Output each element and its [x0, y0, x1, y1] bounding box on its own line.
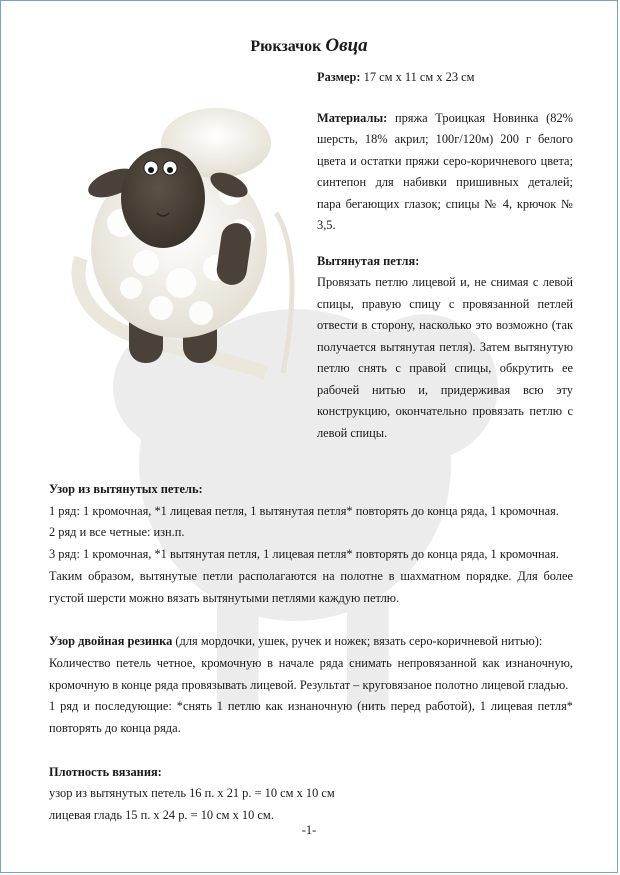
pattern-heading: Узор из вытянутых петель: [49, 482, 203, 496]
sheep-backpack-photo [51, 73, 306, 413]
rib-rows: 1 ряд и последующие: *снять 1 петлю как изнаночную (нить перед работой), 1 лицевая петля* повторять до конца ряда. [49, 699, 573, 736]
rib-heading: Узор двойная резинка [49, 634, 173, 649]
page-title [1, 35, 617, 57]
pattern-line-2: 2 ряд и все четные: изн.п. [49, 525, 185, 540]
loop-heading: Вытянутая петля: [317, 253, 420, 268]
size-value: 17 см х 11 см х 23 см [363, 70, 475, 84]
size-label: Размер: [317, 70, 361, 84]
size-paragraph [317, 67, 573, 89]
right-column [317, 67, 573, 444]
rib-text: Количество петель четное, кромочную в начале ряда снимать непровязанной как изнаночную, кромочную в конце ряда провязывать лицевой. Результат – круговязаное полотно лицевой гладью. [49, 655, 573, 692]
rib-heading-line [49, 631, 573, 653]
density-line-1: узор из вытянутых петель 16 п. х 21 р. = 10 см х 10 см [49, 786, 335, 801]
pattern-line-3: 3 ряд: 1 кромочная, *1 вытянутая петля, 1 лицевая петля* повторять до конца ряда, 1 кромочная. [49, 547, 559, 562]
title-name: Овца [325, 35, 368, 56]
page-number: -1- [301, 823, 317, 837]
title-prefix: Рюкзачок [250, 38, 322, 55]
main-body [49, 479, 573, 827]
loop-text: Провязать петлю лицевой и, не снимая с левой спицы, правую спицу с провязанной петлей отвести в сторону, насколько это возможно (так получается вытянутая петля). Затем вытянутую петлю снять с правой спицы, обкрутить ее рабочей нитью и, придерживая всю эту конструкцию, окончательно провязать петлю с левой спицы. [317, 275, 573, 440]
pattern-note: Таким образом, вытянутые петли располагаются на полотне в шахматном порядке. Для более густой шерсти можно вязать вытянутыми петлями каждую петлю. [49, 568, 573, 605]
density-line-2: лицевая гладь 15 п. х 24 р. = 10 см х 10 см. [49, 808, 274, 823]
materials-paragraph [317, 108, 573, 237]
density-heading: Плотность вязания: [49, 764, 162, 779]
materials-text: пряжа Троицкая Новинка (82% шерсть, 18% акрил; 100г/120м) 200 г белого цвета и остатки пряжи серо-коричневого цвета; синтепон для набивки пришивных деталей; пара бегающих глазок; спицы № 4, крючок № 3,5. [317, 110, 573, 232]
materials-label: Материалы: [317, 110, 388, 125]
pattern-line-1: 1 ряд: 1 кромочная, *1 лицевая петля, 1 вытянутая петля* повторять до конца ряда, 1 кромочная. [49, 503, 559, 518]
rib-heading-note: (для мордочки, ушек, ручек и ножек; вязать серо-коричневой нитью): [175, 634, 543, 649]
